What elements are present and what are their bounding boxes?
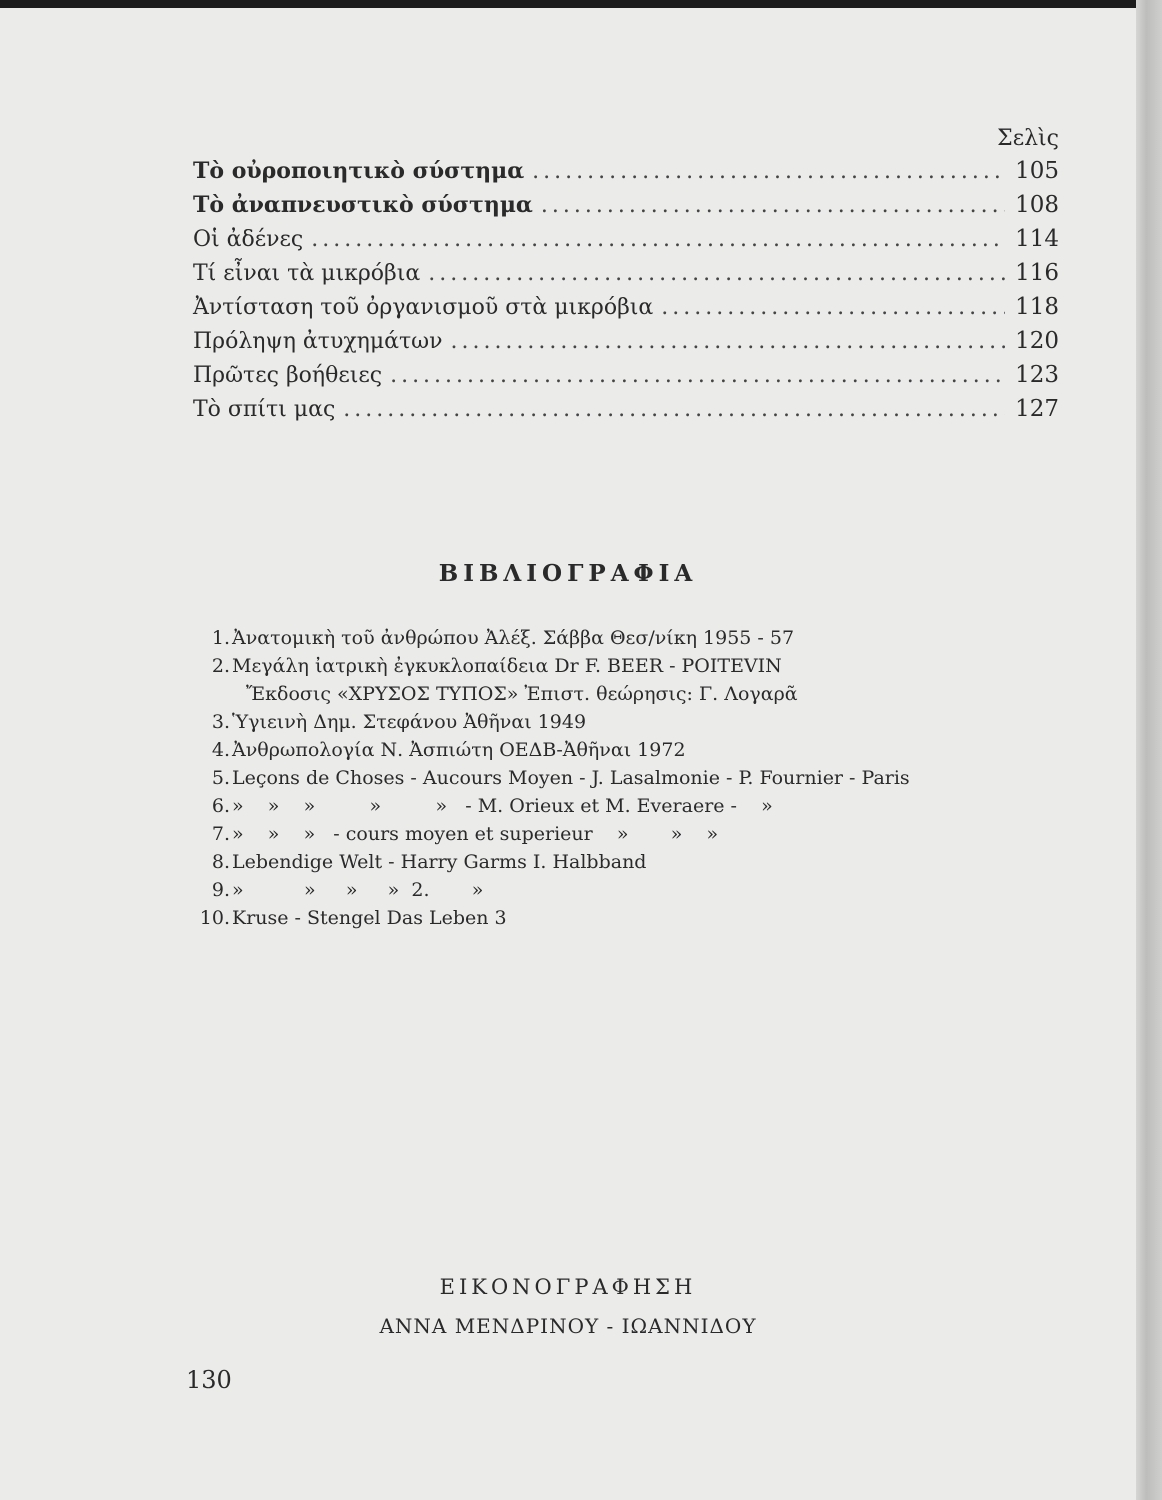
- bibliography-item: [188, 876, 1088, 904]
- toc-entries: [193, 154, 1059, 426]
- toc-entry-label: Τὸ σπίτι μας: [193, 397, 336, 422]
- bibliography-item: [188, 680, 1088, 708]
- bibliography-item-number: 10.: [199, 907, 230, 929]
- toc-leader-dots: [661, 291, 1005, 325]
- toc-entry-page: 105: [1015, 158, 1059, 184]
- toc-leader-dots: [428, 257, 1005, 291]
- bibliography-item-text: Ὑγιεινὴ Δημ. Στεφάνου Ἀθῆναι 1949: [232, 711, 587, 733]
- bibliography-item-text: Ἀνατομικὴ τοῦ ἀνθρώπου Ἀλέξ. Σάββα Θεσ/νίκη 1955 - 57: [232, 627, 795, 649]
- toc-leader-dots: [450, 325, 1005, 359]
- bibliography-title: ΒΙΒΛΙΟΓΡΑΦΙΑ: [438, 560, 698, 587]
- bibliography-item-number: 4.: [211, 739, 230, 761]
- bibliography-item-text: Μεγάλη ἰατρικὴ ἐγκυκλοπαίδεια Dr F. BEER - POITEVIN: [232, 655, 782, 677]
- bibliography-item-number: 8.: [211, 851, 230, 873]
- bibliography-item-text: Ἀνθρωπολογία Ν. Ἀσπιώτη ΟΕΔΒ-Ἀθῆναι 1972: [232, 739, 686, 761]
- toc-entry-page: 114: [1015, 226, 1059, 252]
- toc-entry-label: Τὸ ἀναπνευστικὸ σύστημα: [193, 192, 533, 218]
- bibliography-item-number: 3.: [211, 711, 230, 733]
- bibliography-item-text: Ἔκδοσις «ΧΡΥΣΟΣ ΤΥΠΟΣ» Ἐπιστ. θεώρησις: Γ. Λογαρᾶ: [246, 683, 798, 705]
- bibliography-item: [188, 708, 1088, 736]
- bibliography-item: [188, 820, 1088, 848]
- page-number: 130: [186, 1366, 232, 1394]
- illustrator-name: ΑΝΝΑ ΜΕΝΔΡΙΝΟΥ - ΙΩΑΝΝΙΔΟΥ: [379, 1314, 757, 1338]
- scan-right-edge: [1136, 0, 1162, 1500]
- toc-entry: [193, 188, 1059, 222]
- toc-leader-dots: [532, 155, 1005, 189]
- toc-entry-page: 108: [1015, 192, 1059, 218]
- bibliography-item-text: Leçons de Choses - Aucours Moyen - J. Lasalmonie - P. Fournier - Paris: [232, 767, 910, 789]
- bibliography-item-text: » » » » 2. »: [232, 879, 484, 901]
- page: [0, 8, 1136, 1500]
- toc-entry-page: 120: [1015, 328, 1059, 354]
- bibliography-item-text: » » » - cours moyen et superieur » » »: [232, 823, 719, 845]
- scan-top-edge: [0, 0, 1162, 8]
- bibliography-item-number: [188, 680, 232, 708]
- toc-leader-dots: [343, 393, 1005, 427]
- bibliography-item: [188, 764, 1088, 792]
- table-of-contents: [193, 124, 1059, 426]
- toc-entry-page: 127: [1015, 396, 1059, 422]
- toc-entry: [193, 222, 1059, 256]
- toc-entry-page: 118: [1015, 294, 1059, 320]
- bibliography-item: [188, 736, 1088, 764]
- bibliography-item-number: 9.: [211, 879, 230, 901]
- toc-entry-label: Οἱ ἀδένες: [193, 227, 304, 252]
- bibliography-item-text: Kruse - Stengel Das Leben 3: [232, 907, 507, 929]
- bibliography-item-number: 7.: [211, 823, 230, 845]
- toc-page-header: Σελὶς: [997, 126, 1059, 151]
- toc-entry: [193, 392, 1059, 426]
- toc-entry: [193, 290, 1059, 324]
- bibliography-item-number: 2.: [211, 655, 230, 677]
- bibliography-item-number: 1.: [211, 627, 230, 649]
- bibliography-item-number: 6.: [211, 795, 230, 817]
- bibliography-item-number: 5.: [211, 767, 230, 789]
- toc-leader-dots: [390, 359, 1005, 393]
- bibliography-item-text: » » » » » - M. Orieux et M. Everaere - »: [232, 795, 773, 817]
- toc-entry: [193, 324, 1059, 358]
- bibliography-list: [188, 624, 1088, 932]
- toc-entry-label: Τί εἶναι τὰ μικρόβια: [193, 261, 421, 286]
- bibliography-item-text: Lebendige Welt - Harry Garms I. Halbband: [232, 851, 647, 873]
- toc-entry-page: 116: [1015, 260, 1059, 286]
- bibliography-item: [188, 904, 1088, 932]
- toc-entry: [193, 358, 1059, 392]
- bibliography-item: [188, 624, 1088, 652]
- toc-entry-label: Πρῶτες βοήθειες: [193, 363, 383, 388]
- bibliography-item: [188, 652, 1088, 680]
- toc-entry-page: 123: [1015, 362, 1059, 388]
- toc-entry-label: Τὸ οὐροποιητικὸ σύστημα: [193, 158, 525, 184]
- bibliography-item: [188, 848, 1088, 876]
- toc-leader-dots: [311, 223, 1005, 257]
- toc-leader-dots: [541, 189, 1005, 223]
- toc-entry-label: Πρόληψη ἀτυχημάτων: [193, 329, 443, 354]
- toc-entry: [193, 154, 1059, 188]
- illustration-title: ΕΙΚΟΝΟΓΡΑΦΗΣΗ: [439, 1275, 697, 1299]
- toc-entry-label: Ἀντίσταση τοῦ ὀργανισμοῦ στὰ μικρόβια: [193, 295, 654, 320]
- bibliography-item: [188, 792, 1088, 820]
- toc-entry: [193, 256, 1059, 290]
